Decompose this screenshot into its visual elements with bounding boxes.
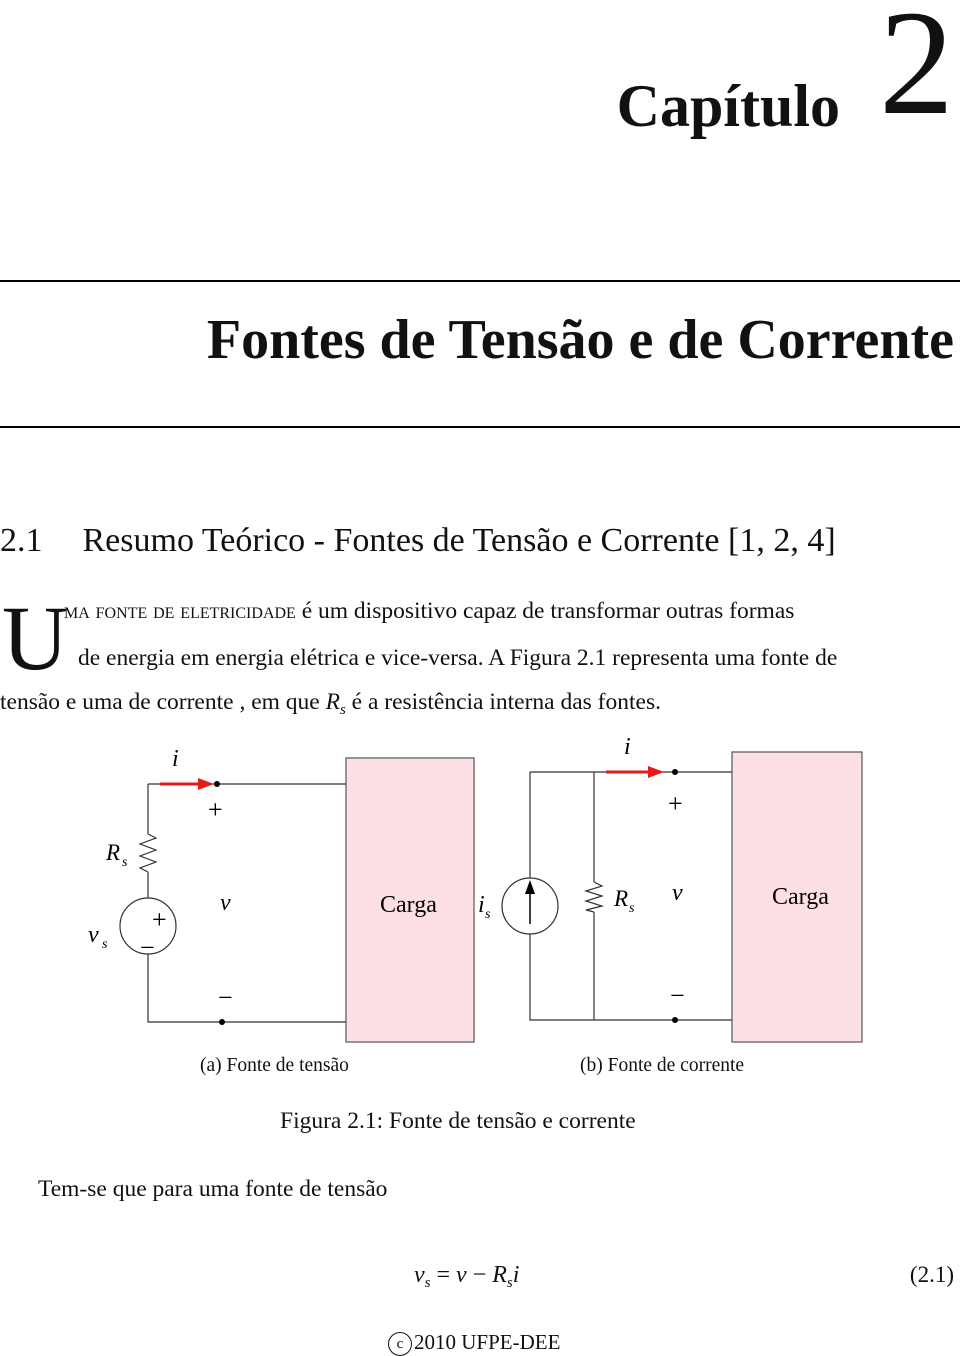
source-sub-a: s [102, 937, 108, 952]
chapter-number: 2 [879, 0, 954, 146]
current-label-b: i [624, 734, 631, 760]
eq-lhs-sub: s [424, 1275, 431, 1291]
resistor-label-a: R [106, 840, 121, 865]
terminal-top-b [672, 769, 678, 775]
terminal-top-a [214, 781, 220, 787]
chapter-word: Capítulo [616, 73, 840, 139]
text-after-figure: Tem-se que para uma fonte de tensão [38, 1176, 388, 1202]
eq-equals: = [430, 1262, 457, 1288]
eq-minus: − [466, 1262, 493, 1288]
eq-r-sub: s [506, 1275, 513, 1291]
source-label-a: v [88, 922, 99, 948]
line3-pre: tensão e uma de corrente , em que [0, 689, 326, 715]
copyright-icon: c [388, 1332, 412, 1356]
line3-var: R [325, 689, 340, 715]
source-minus-a: − [140, 933, 155, 962]
chapter-title: Fontes de Tensão e de Corrente [206, 309, 954, 371]
caption-a: (a) Fonte de tensão [200, 1055, 349, 1076]
resistor-b [586, 882, 602, 912]
footer-text: 2010 UFPE-DEE [414, 1330, 561, 1354]
terminal-bottom-b [672, 1017, 678, 1023]
line1-text: é um dispositivo capaz de transformar outras formas [295, 598, 795, 624]
figure-caption: Figura 2.1: Fonte de tensão e corrente [280, 1108, 636, 1134]
source-plus-a: + [152, 905, 167, 934]
current-arrowhead-a [198, 778, 214, 790]
resistor-label-b: R [614, 886, 629, 911]
paragraph-line-2: de energia em energia elétrica e vice-versa. A Figura 2.1 representa uma fonte de [78, 645, 838, 671]
bottom-rule [0, 426, 960, 428]
footer [388, 1330, 560, 1356]
figure-a-circuit [0, 730, 480, 1060]
figure-b-circuit [470, 730, 870, 1060]
drop-cap: U [2, 587, 69, 689]
terminal-bottom-a [219, 1019, 225, 1025]
plus-label-a: + [208, 795, 223, 824]
paragraph-line-1 [64, 598, 794, 625]
minus-label-b: − [670, 981, 685, 1010]
minus-label-a: − [218, 983, 233, 1012]
eq-i: i [512, 1262, 520, 1288]
voltage-label-a: v [220, 890, 231, 916]
section-number: 2.1 [0, 522, 43, 559]
current-arrowhead-b [648, 766, 664, 778]
paragraph-line-3 [0, 689, 661, 719]
equation [414, 1262, 519, 1292]
resistor-sub-b: s [629, 901, 635, 916]
line3-sub: s [339, 702, 346, 718]
load-label-a: Carga [380, 892, 437, 918]
caption-b: (b) Fonte de corrente [580, 1055, 745, 1076]
plus-label-b: + [668, 789, 683, 818]
wire-b [530, 772, 732, 1020]
resistor-a [140, 834, 156, 872]
equation-number: (2.1) [909, 1262, 954, 1287]
eq-lhs: v [414, 1262, 425, 1288]
source-label-b: i [478, 892, 485, 918]
source-sub-b: s [485, 907, 491, 922]
eq-v: v [456, 1262, 467, 1288]
smallcaps-text: ma fonte de eletricidade [64, 598, 296, 624]
voltage-label-b: v [672, 880, 683, 906]
current-label-a: i [172, 746, 179, 772]
eq-r: R [492, 1262, 507, 1288]
section-heading [0, 522, 836, 560]
line3-post: é a resistência interna das fontes. [345, 689, 661, 715]
section-title: Resumo Teórico - Fontes de Tensão e Corrente [1, 2, 4] [82, 522, 836, 559]
resistor-sub-a: s [122, 855, 128, 870]
load-label-b: Carga [772, 884, 829, 910]
top-rule [0, 280, 960, 282]
wire-a [148, 784, 346, 1022]
